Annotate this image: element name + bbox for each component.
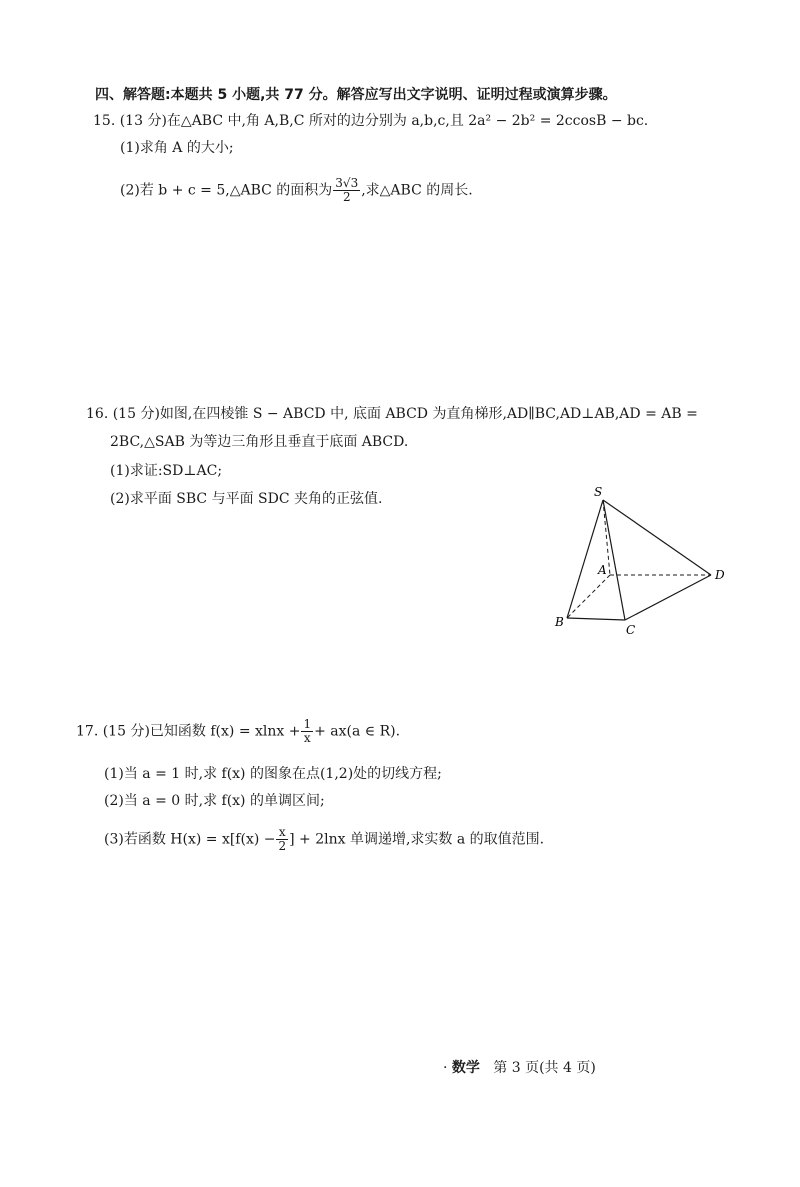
fraction-denominator: 2 [342,190,351,204]
part-text: (2)若 b + c = 5,△ABC 的面积为 [120,182,333,199]
vertex-label-D: D [715,568,725,582]
question-16-part-2: (2)求平面 SBC 与平面 SDC 夹角的正弦值. [110,491,383,507]
question-16-part-1: (1)求证:SD⊥AC; [110,463,223,479]
fraction-numerator: 1 [303,717,312,731]
fraction-denominator: x [303,731,311,745]
question-text: + ax(a ∈ R). [314,723,401,740]
question-17-part-3 [104,826,544,853]
pyramid-figure [545,480,745,640]
part-text: ] + 2lnx 单调递增,求实数 a 的取值范围. [289,831,545,848]
edge-BC [567,618,625,620]
edge-SD [603,500,711,575]
fraction [276,826,288,853]
vertex-label-C: C [626,623,636,637]
question-text: 如图,在四棱锥 S − ABCD 中, 底面 ABCD 为直角梯形,AD∥BC,AD⊥AB,AD = AB = [159,406,698,422]
fraction [301,718,313,745]
vertex-label-A: A [598,563,607,577]
page-footer [443,1057,596,1077]
footer-subject: 数学 [451,1060,480,1076]
fraction-numerator: 3√3 [335,176,359,190]
question-number: 17. [76,723,99,740]
question-number: 15. [93,113,116,129]
question-score: (15 分) [102,723,150,740]
question-15-part-2 [120,177,473,204]
edge-SC [603,500,625,620]
fraction [333,177,360,204]
part-text: ,求△ABC 的周长. [361,182,473,199]
question-text: 在△ABC 中,角 A,B,C 所对的边分别为 a,b,c,且 2a² − 2b² = 2ccosB − bc. [166,113,649,129]
question-16-stem-line-2: 2BC,△SAB 为等边三角形且垂直于底面 ABCD. [110,434,409,450]
question-text: 已知函数 f(x) = xlnx + [149,723,301,740]
edge-CD [625,575,711,620]
question-15-part-1: (1)求角 A 的大小; [120,140,234,156]
question-17-part-1: (1)当 a = 1 时,求 f(x) 的图象在点(1,2)处的切线方程; [104,766,442,782]
vertex-label-B: B [555,615,564,629]
question-17-part-2: (2)当 a = 0 时,求 f(x) 的单调区间; [104,793,325,809]
vertex-label-S: S [594,485,603,499]
question-15-stem [93,112,648,130]
footer-page-number: 第 3 页(共 4 页) [493,1060,596,1076]
question-score: (15 分) [112,406,160,422]
footer-bullet: · [443,1060,448,1076]
fraction-denominator: 2 [278,839,287,853]
part-text: (3)若函数 H(x) = x[f(x) − [104,831,276,848]
section-title: 四、解答题:本题共 5 小题,共 77 分。解答应写出文字说明、证明过程或演算步骤。 [95,87,617,103]
question-16-stem [86,405,698,423]
fraction-numerator: x [276,826,288,840]
question-17-stem [76,718,400,745]
question-number: 16. [86,406,109,422]
question-score: (13 分) [119,113,167,129]
